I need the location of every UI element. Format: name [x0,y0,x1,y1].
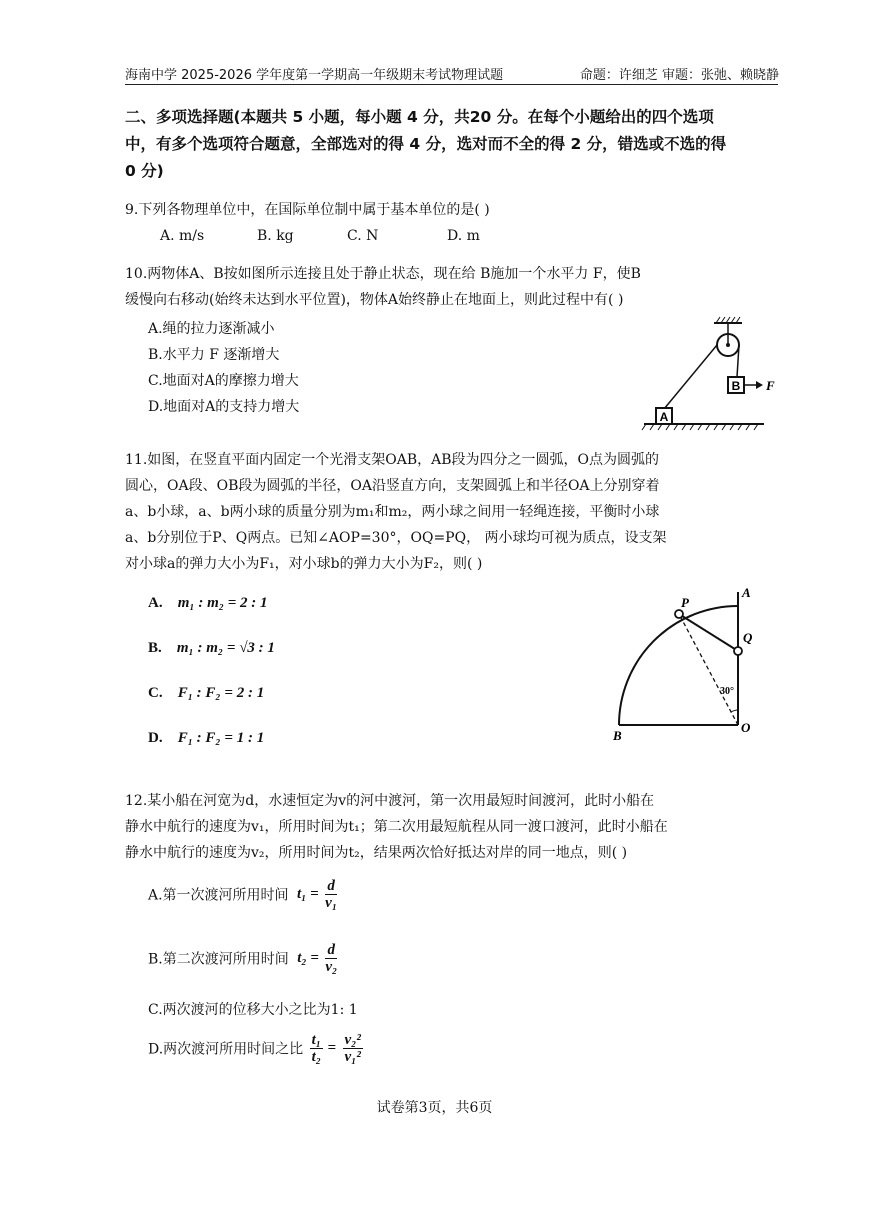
section-line-3: 0 分) [125,162,164,180]
q12-option-d-left-fraction [310,1032,323,1065]
q12-line-2: 静水中航行的速度为v₁，所用时间为t₁；第二次用最短航程从同一渡口渡河，此时小船在 [125,819,668,835]
q10-line-1: 10.两物体A、B按如图所示连接且处于静止状态，现在给 B施加一个水平力 F，使B [125,266,641,282]
q10-option-a: A.绳的拉力逐渐减小 [148,321,275,337]
force-f-label: F [766,378,775,393]
q9-option-d: D. m [447,228,480,244]
q9-stem: 9.下列各物理单位中，在国际单位制中属于基本单位的是( ) [125,202,490,218]
q11-option-b [148,637,275,657]
q11-option-a-expr: m₁ : m₂ = 2 : 1 [177,595,268,611]
q12-option-c: C.两次渡河的位移大小之比为1: 1 [148,1002,358,1018]
q11-line-5: 对小球a的弹力大小为F₁，对小球b的弹力大小为F₂，则( ) [125,556,483,572]
section-heading [125,104,780,185]
q11-option-d [148,727,264,747]
q11-arc-diagram [605,580,765,745]
q11-option-c-label: C. [148,685,163,701]
q10-option-b: B.水平力 F 逐渐增大 [148,347,280,363]
q12-option-b-num: d [325,942,337,959]
ball-b [734,647,742,655]
q9-option-b: B. kg [257,228,294,244]
header-left: 海南中学 2025-2026 学年度第一学期高一年级期末考试物理试题 [125,68,504,83]
q11-option-b-expr: m₁ : m₂ = √3 : 1 [176,640,275,656]
label-b: B [613,728,622,743]
q11-option-c-expr: F₁ : F₂ = 2 : 1 [177,685,265,701]
header-right: 命题：许细芝 审题：张弛、赖晓静 [579,68,779,83]
q12-option-a-text: A.第一次渡河所用时间 [148,887,289,904]
q10-option-d: D.地面对A的支持力增大 [148,399,300,415]
block-b-label: B [731,379,741,393]
label-angle: 30° [720,686,734,697]
q12-option-d-text: D.两次渡河所用时间之比 [148,1041,304,1058]
q12-option-a-fraction [325,878,337,911]
header-rule [125,84,778,85]
q11-line-4: a、b分别位于P、Q两点。已知∠AOP=30°，OQ=PQ， 两小球均可视为质点，设支架 [125,530,667,546]
q11-option-d-expr: F₁ : F₂ = 1 : 1 [177,730,265,746]
q12-option-d-eq: = [327,1040,337,1056]
q11-line-1: 11.如图，在竖直平面内固定一个光滑支架OAB，AB段为四分之一圆弧，O点为圆弧的 [125,452,660,468]
q12-option-b-lhs: t₂ = [297,950,319,966]
q12-line-1: 12.某小船在河宽为d，水速恒定为v的河中渡河，第一次用最短时间渡河，此时小船在 [125,793,655,809]
section-line-2: 中，有多个选项符合题意，全部选对的得 4 分，选对而不全的得 2 分，错选或不选的得 [125,135,727,153]
ball-a [675,610,683,618]
q12-option-a [148,878,337,911]
q12-option-b-text: B.第二次渡河所用时间 [148,951,289,968]
q11-option-a [148,592,268,612]
q11-line-2: 圆心，OA段、OB段为圆弧的半径，OA沿竖直方向，支架圆弧上和半径OA上分别穿着 [125,478,660,494]
q12-option-b-den: v₂ [325,959,338,975]
q10-line-2: 缓慢向右移动(始终未达到水平位置)，物体A始终静止在地面上，则此过程中有( ) [125,292,624,308]
q10-stem [125,261,785,313]
q12-option-a-den: v₁ [325,895,338,911]
q9-option-a: A. m/s [160,228,205,244]
block-a-label: A [659,410,669,424]
q12-option-d-rden: v₁² [344,1049,361,1065]
q12-option-d-lnum: t₁ [311,1032,322,1048]
q11-option-d-label: D. [148,730,163,746]
q12-option-d-right-fraction [343,1032,363,1065]
q10-option-c: C.地面对A的摩擦力增大 [148,373,299,389]
q11-option-a-label: A. [148,595,163,611]
page-footer: 试卷第3页，共6页 [376,1100,493,1116]
q12-option-d-lden: t₂ [311,1049,322,1065]
q9-option-c: C. N [347,228,379,244]
q12-option-b-fraction [325,942,337,975]
q12-option-a-lhs: t₁ = [297,886,319,902]
section-line-1: 二、多项选择题(本题共 5 小题，每小题 4 分，共20 分。在每个小题给出的四个选项 [125,108,714,126]
q11-stem [125,447,790,577]
q11-line-3: a、b小球，a、b两小球的质量分别为m₁和m₂，两小球之间用一轻绳连接，平衡时小球 [125,504,660,520]
q11-option-b-label: B. [148,640,162,656]
q10-pulley-diagram [640,315,780,435]
q12-option-d-rnum: v₂² [344,1032,361,1048]
q12-option-d [148,1032,363,1065]
q12-option-b [148,942,337,975]
q12-stem [125,788,790,866]
q11-option-c [148,682,264,702]
label-o: O [741,720,751,735]
label-q: Q [743,630,753,645]
label-p: P [681,595,689,610]
label-a: A [742,585,751,600]
q12-line-3: 静水中航行的速度为v₂，所用时间为t₂，结果两次恰好抵达对岸的同一地点，则( ) [125,845,628,861]
q12-option-a-num: d [325,878,337,895]
